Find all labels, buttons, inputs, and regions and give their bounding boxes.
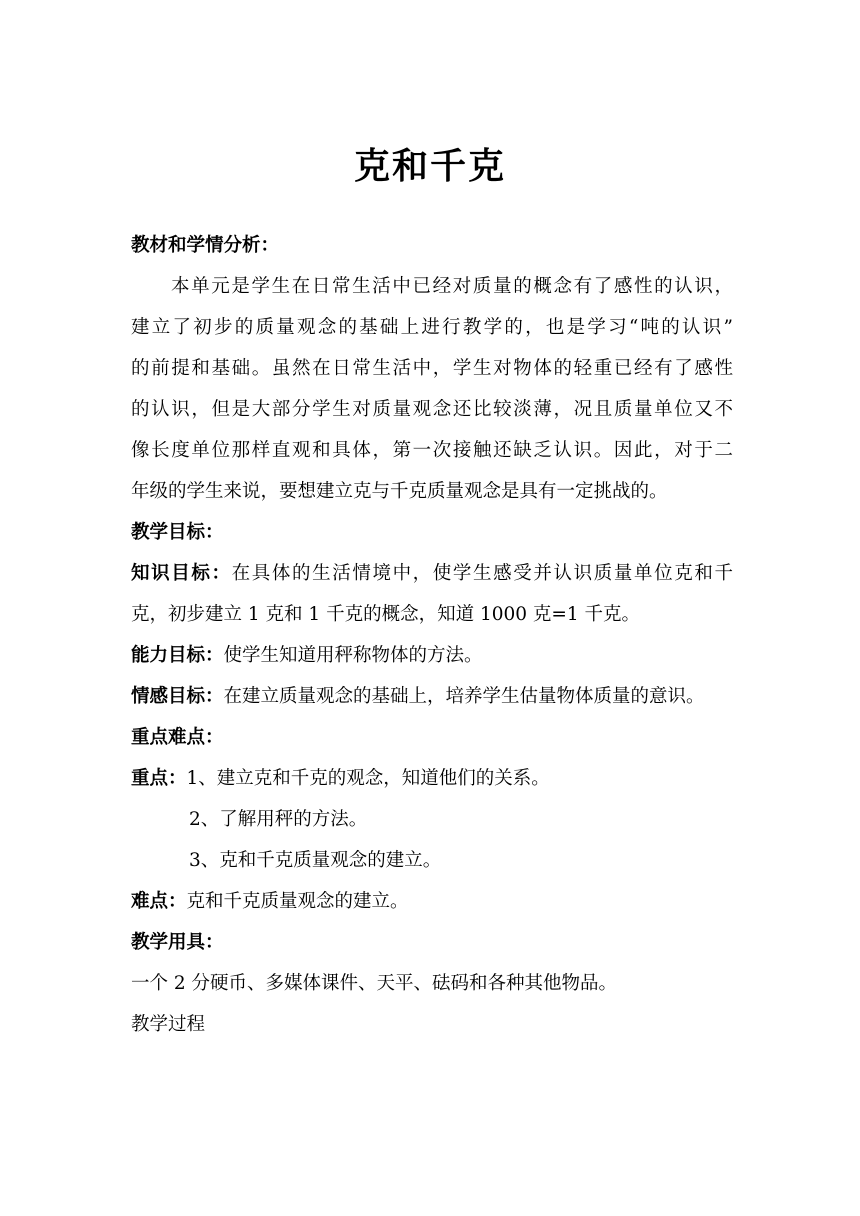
emotion-goal-label: 情感目标： <box>131 686 224 707</box>
analysis-line: 的认识，但是大部分学生对质量观念还比较淡薄，况且质量单位又不 <box>131 399 733 420</box>
focus-label: 重点： <box>131 768 187 789</box>
knowledge-goal-label: 知识目标： <box>131 563 232 584</box>
emotion-goal-text: 在建立质量观念的基础上，培养学生估量物体质量的意识。 <box>223 686 705 707</box>
analysis-line: 本单元是学生在日常生活中已经对质量的概念有了感性的认识， <box>171 276 733 297</box>
analysis-line: 建立了初步的质量观念的基础上进行教学的，也是学习“吨的认识” <box>131 317 733 338</box>
knowledge-goal-line <box>131 553 733 594</box>
analysis-line: 的前提和基础。虽然在日常生活中，学生对物体的轻重已经有了感性 <box>131 358 733 379</box>
process-heading: 教学过程 <box>131 1014 206 1035</box>
ability-goal-line <box>131 635 733 676</box>
focus-line <box>131 758 733 799</box>
focus-item: 3、克和千克质量观念的建立。 <box>189 850 442 871</box>
keypoints-heading: 重点难点： <box>131 727 224 748</box>
analysis-line: 像长度单位那样直观和具体，第一次接触还缺乏认识。因此，对于二 <box>131 440 733 461</box>
difficulty-line <box>131 881 733 922</box>
difficulty-text: 克和千克质量观念的建立。 <box>186 891 409 912</box>
tools-text: 一个 2 分硬币、多媒体课件、天平、砝码和各种其他物品。 <box>131 973 618 994</box>
ability-goal-text: 使学生知道用秤称物体的方法。 <box>223 645 483 666</box>
knowledge-goal-line-2: 克，初步建立 1 克和 1 千克的概念，知道 1000 克=1 千克。 <box>131 604 641 625</box>
difficulty-label: 难点： <box>131 891 187 912</box>
analysis-heading: 教材和学情分析： <box>131 235 280 256</box>
analysis-line: 年级的学生来说，要想建立克与千克质量观念是具有一定挑战的。 <box>131 481 668 502</box>
goals-heading: 教学目标： <box>131 522 224 543</box>
document-body <box>131 225 733 1045</box>
page-title: 克和千克 <box>353 145 506 187</box>
focus-item: 2、了解用秤的方法。 <box>189 809 368 830</box>
emotion-goal-line <box>131 676 733 717</box>
knowledge-goal-text: 在具体的生活情境中，使学生感受并认识质量单位克和千 <box>231 563 733 584</box>
ability-goal-label: 能力目标： <box>131 645 224 666</box>
tools-heading: 教学用具： <box>131 932 224 953</box>
focus-item: 1、建立克和千克的观念，知道他们的关系。 <box>186 768 550 789</box>
